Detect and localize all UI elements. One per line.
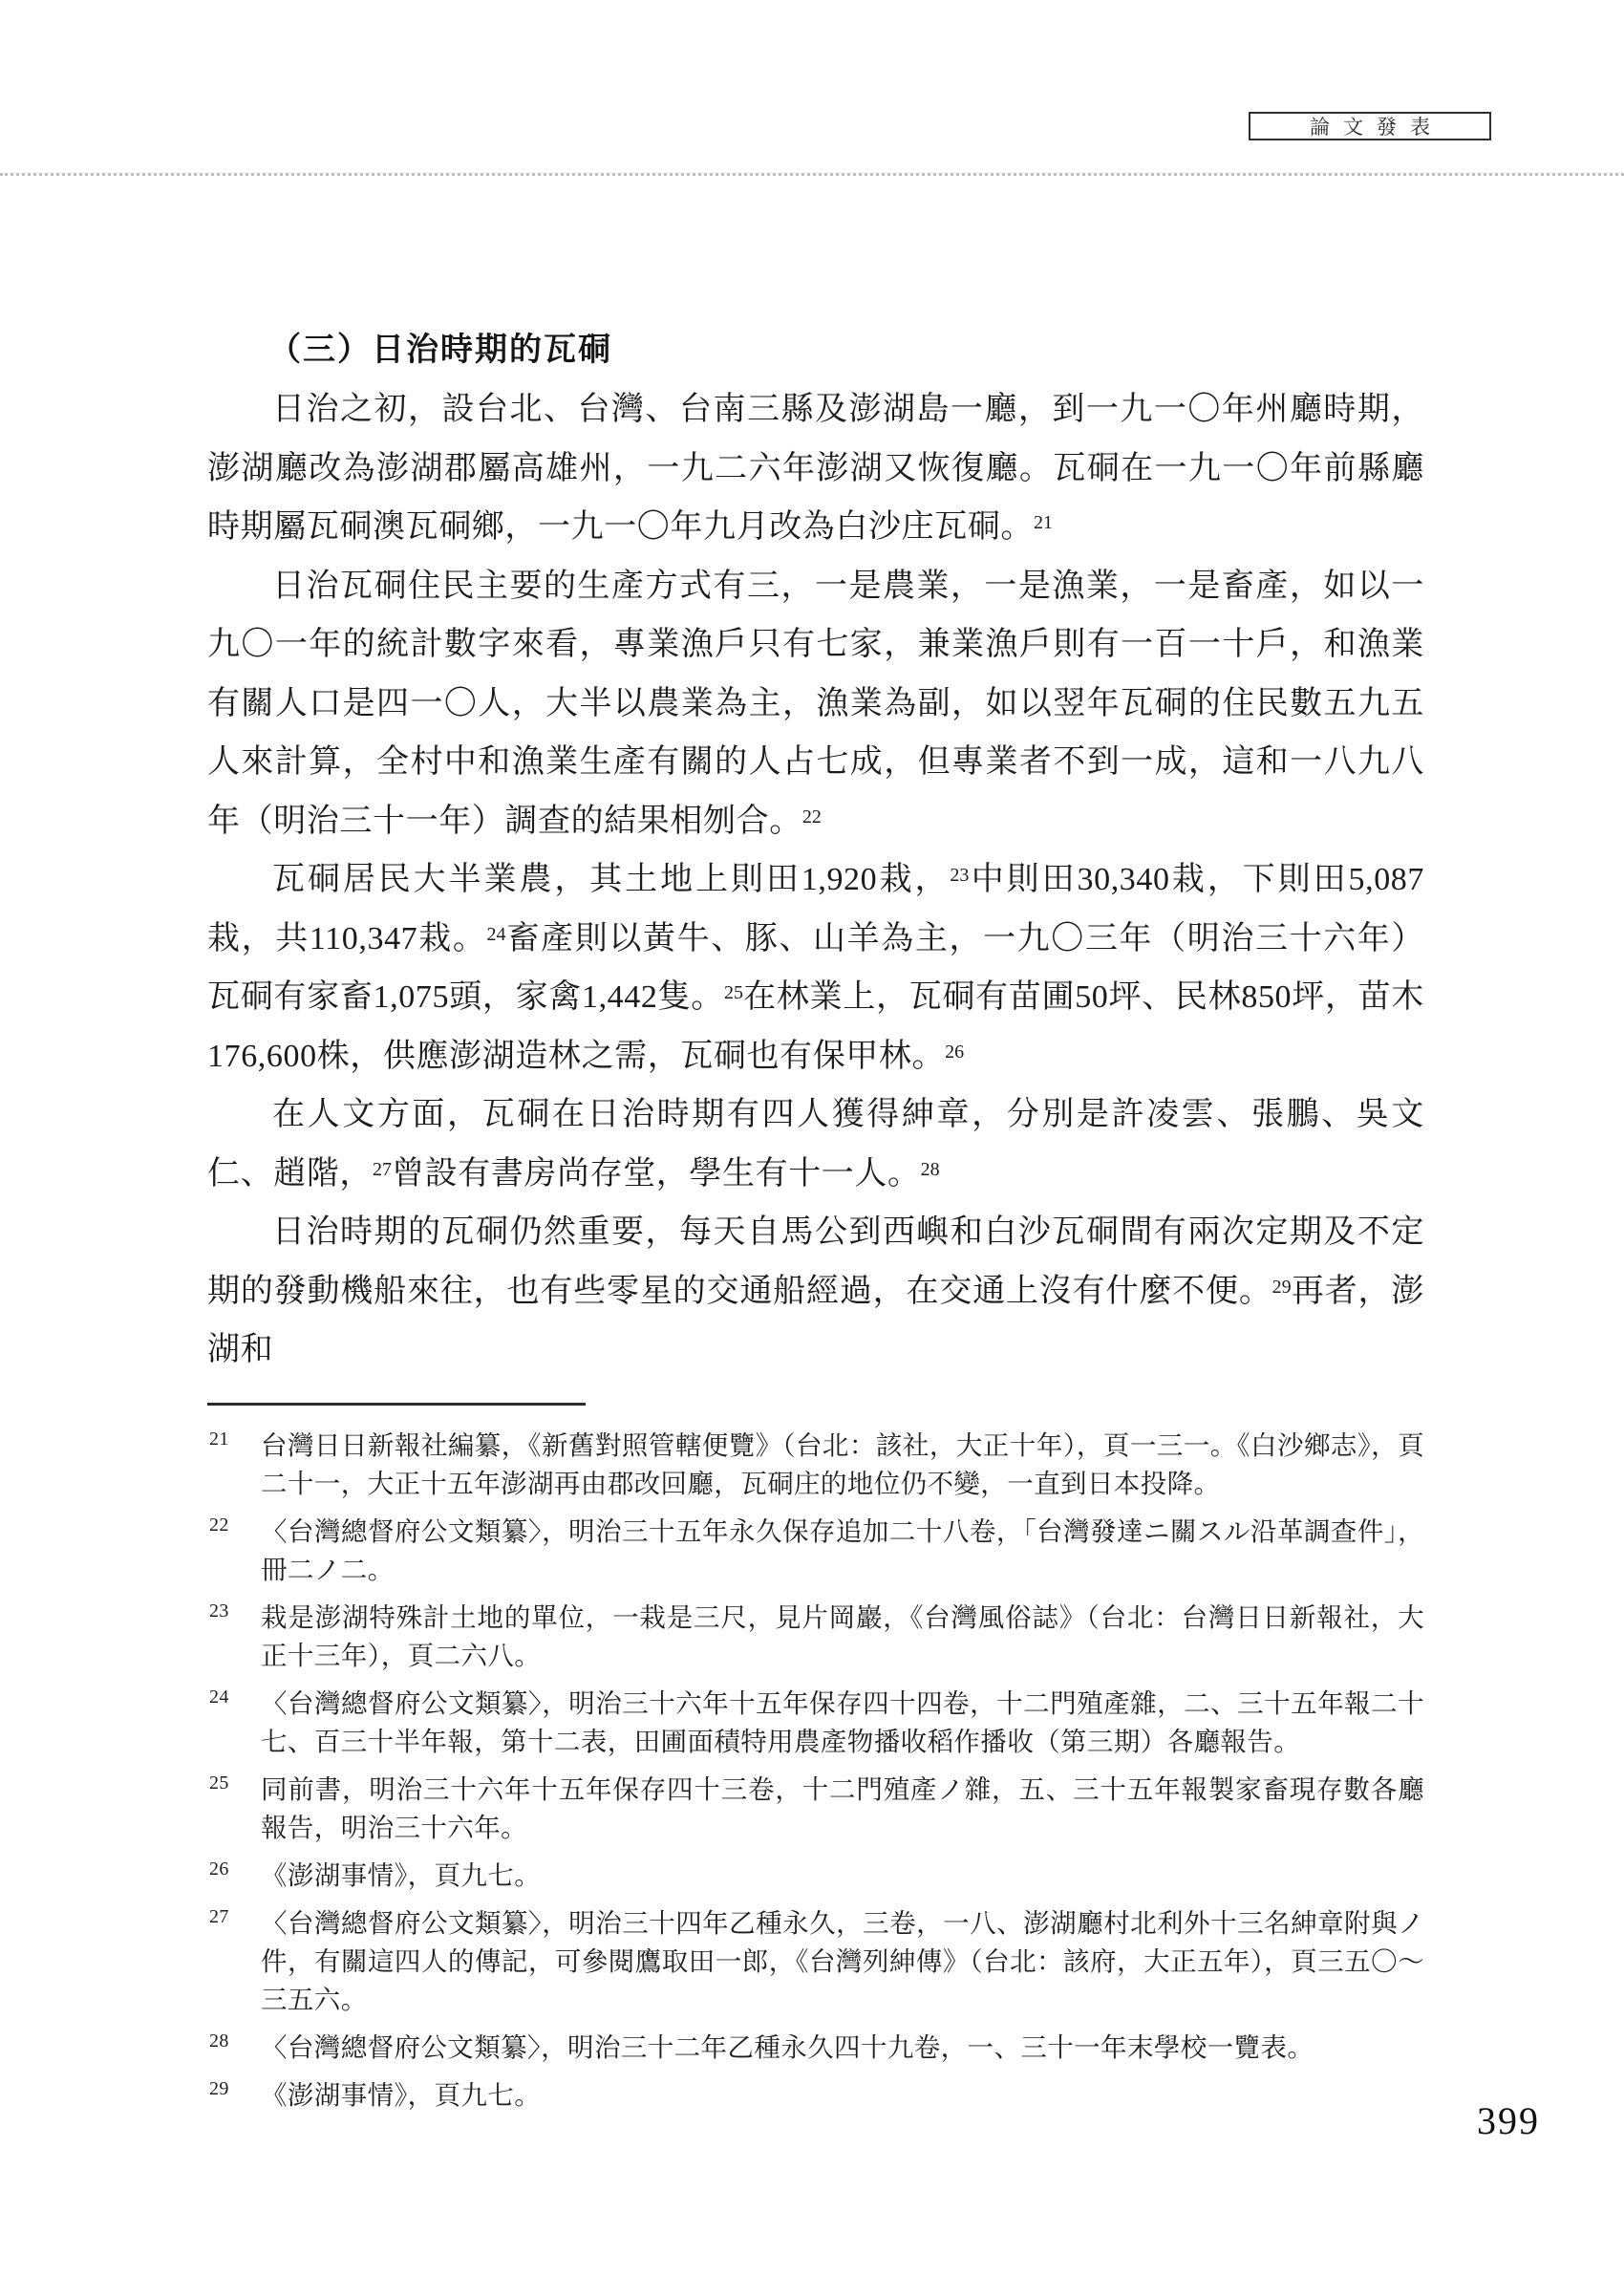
footnote-text: 〈台灣總督府公文類纂〉，明治三十四年乙種永久，三卷，一八、澎湖廳村北利外十三名紳章附與ノ件，有關這四人的傳記，可參閱鷹取田一郎，《台灣列紳傳》（台北：該府，大正五年），頁三五〇～三五六。 xyxy=(261,1907,1424,2014)
footnote-number: 29 xyxy=(209,2077,229,2099)
footnote-number: 24 xyxy=(209,1686,229,1708)
paragraph: 日治時期的瓦硐仍然重要，每天自馬公到西嶼和白沙瓦硐間有兩次定期及不定期的發動機船來往，也有些零星的交通船經過，在交通上沒有什麼不便。$^{29}$再者，澎湖和 xyxy=(207,1214,1424,1367)
footnote-text: 台灣日日新報社編纂，《新舊對照管轄便覽》（台北：該社，大正十年），頁一三一。《白沙鄉志》，頁二十一，大正十五年澎湖再由郡改回廳，瓦硐庄的地位仍不變，一直到日本投降。 xyxy=(261,1429,1424,1498)
paragraph: 日治之初，設台北、台灣、台南三縣及澎湖島一廳，到一九一〇年州廳時期，澎湖廳改為澎湖郡屬高雄州，一九二六年澎湖又恢復廳。瓦硐在一九一〇年前縣廳時期屬瓦硐澳瓦硐鄉，一九一〇年九月改為白沙庄瓦硐。$^{21}$ xyxy=(207,392,1424,545)
footnote xyxy=(207,2076,1424,2115)
footnote-ref: 25 xyxy=(724,982,744,1003)
footnote xyxy=(207,1427,1424,1503)
footnote-number: 25 xyxy=(209,1772,229,1794)
main-text-column xyxy=(207,319,1424,2124)
page-number: 399 xyxy=(1477,2099,1540,2142)
footnote-ref: 29 xyxy=(1271,1276,1292,1298)
footnote-text: 〈台灣總督府公文類纂〉，明治三十六年十五年保存四十四卷，十二門殖產雜，二、三十五年報二十七、百三十半年報，第十二表，田圃面積特用農產物播收稻作播收（第三期）各廳報告。 xyxy=(261,1687,1424,1756)
paragraph: 瓦硐居民大半業農，其土地上則田1,920栽，$^{23}$中則田30,340栽，下則田5,087栽，共110,347栽。$^{24}$畜產則以黃牛、豚、山羊為主，一九〇三年（明治三十六年）瓦硐有家畜1,075頭，家禽1,442隻。$^{25}$在林業上，瓦硐有苗圃50坪、民林850坪，苗木176,600株，供應澎湖造林之需，瓦硐也有保甲林。$^{26}$ xyxy=(207,862,1424,1074)
footnote xyxy=(207,1857,1424,1895)
footnote xyxy=(207,1513,1424,1589)
footnote-number: 28 xyxy=(209,2030,229,2051)
footnote xyxy=(207,2029,1424,2067)
footnote-text: 〈台灣總督府公文類纂〉，明治三十五年永久保存追加二十八卷，「台灣發達ニ關スル沿革調查件」，冊二ノ二。 xyxy=(261,1515,1424,1584)
paragraph: 在人文方面，瓦硐在日治時期有四人獲得紳章，分別是許凌雲、張鵬、吳文仁、趙階，$^{27}$曾設有書房尚存堂，學生有十一人。$^{28}$ xyxy=(207,1097,1424,1192)
paragraph: 日治瓦硐住民主要的生產方式有三，一是農業，一是漁業，一是畜產，如以一九〇一年的統計數字來看，專業漁戶只有七家，兼業漁戶則有一百一十戶，和漁業有關人口是四一〇人，大半以農業為主，漁業為副，如以翌年瓦硐的住民數五九五人來計算，全村中和漁業生產有關的人占七成，但專業者不到一成，這和一八九八年（明治三十一年）調查的結果相刎合。$^{22}$ xyxy=(207,568,1424,839)
footnote-text: 《澎湖事情》，頁九七。 xyxy=(261,1859,542,1890)
footnote-ref: 21 xyxy=(1034,512,1053,533)
footnote-text: 〈台灣總督府公文類纂〉，明治三十二年乙種永久四十九卷，一、三十一年末學校一覽表。 xyxy=(261,2031,1314,2062)
footnote-number: 22 xyxy=(209,1514,229,1536)
footnote-list xyxy=(207,1427,1424,2115)
footnote-ref: 22 xyxy=(801,806,822,827)
footnote-ref: 28 xyxy=(920,1158,940,1180)
footnote xyxy=(207,1904,1424,2019)
running-header-box xyxy=(1249,112,1491,140)
footnote-ref: 23 xyxy=(950,865,970,886)
footnote-number: 27 xyxy=(209,1905,229,1927)
header-dotted-divider xyxy=(0,173,1624,176)
footnote-number: 21 xyxy=(209,1428,229,1450)
footnote-ref: 27 xyxy=(373,1158,392,1180)
body-paragraphs xyxy=(207,380,1424,1380)
footnote-text: 《澎湖事情》，頁九七。 xyxy=(261,2079,542,2110)
footnote-ref: 26 xyxy=(945,1041,965,1063)
section-heading: （三）日治時期的瓦硐 xyxy=(268,332,612,368)
footnote-separator xyxy=(207,1403,586,1406)
footnote xyxy=(207,1771,1424,1847)
footnote-text: 同前書，明治三十六年十五年保存四十三卷，十二門殖產ノ雜，五、三十五年報製家畜現存數各廳報告，明治三十六年。 xyxy=(261,1773,1424,1842)
footnote xyxy=(207,1599,1424,1675)
footnote-number: 23 xyxy=(209,1600,229,1622)
footnote-ref: 24 xyxy=(486,923,506,945)
footnote-text: 栽是澎湖特殊計土地的單位，一栽是三尺，見片岡巖，《台灣風俗誌》（台北：台灣日日新報社，大正十三年），頁二六八。 xyxy=(261,1601,1424,1670)
footnote xyxy=(207,1685,1424,1761)
running-header-title: 論文發表 xyxy=(1310,117,1443,139)
footnote-number: 26 xyxy=(209,1858,229,1880)
